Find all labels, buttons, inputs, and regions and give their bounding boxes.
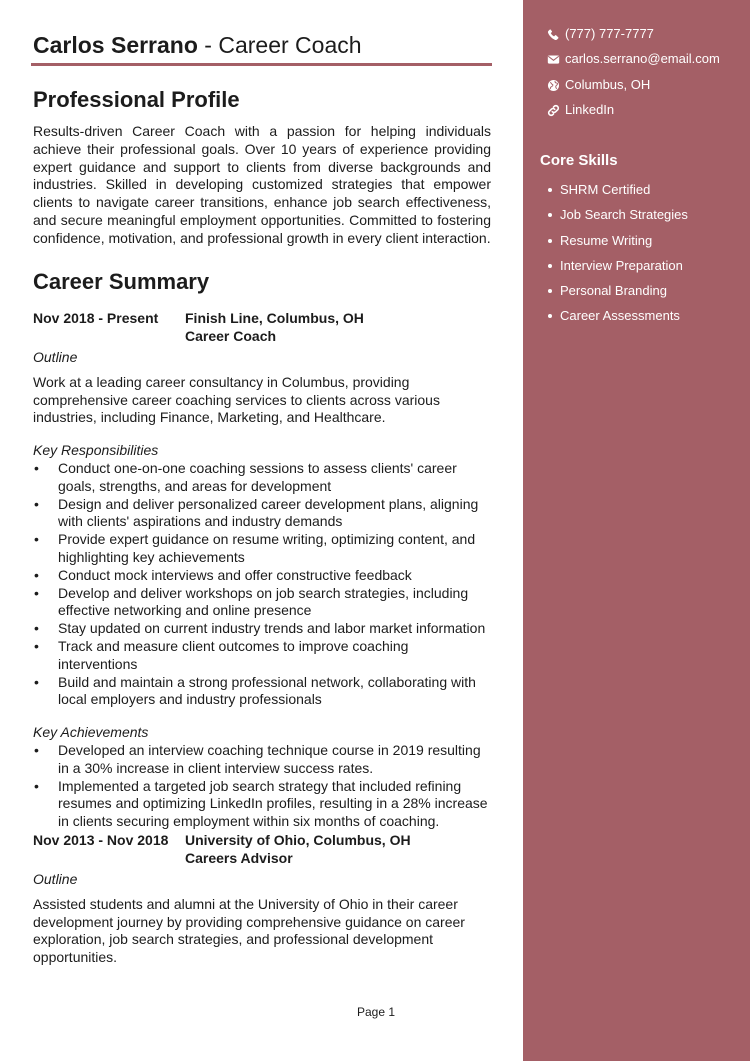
globe-icon bbox=[547, 79, 560, 92]
location-text: Columbus, OH bbox=[565, 76, 651, 92]
contact-linkedin[interactable] bbox=[547, 101, 720, 126]
link-icon bbox=[547, 104, 560, 117]
skill-item: Job Search Strategies bbox=[545, 206, 688, 231]
job-header bbox=[33, 832, 491, 868]
list-item: • Implemented a targeted job search strategy that included refining resumes and optimizing LinkedIn profiles, resulting in a 28% increase in clients securing employment within six months of coaching. bbox=[33, 778, 491, 831]
achievements-label: Key Achievements bbox=[33, 724, 149, 741]
contact-location bbox=[547, 76, 720, 101]
list-item: • Stay updated on current industry trends and labor market information bbox=[33, 620, 491, 638]
summary-heading: Career Summary bbox=[33, 269, 210, 294]
list-item: • Conduct one-on-one coaching sessions to assess clients' career goals, strengths, and areas for development bbox=[33, 460, 491, 496]
skill-item: Career Assessments bbox=[545, 307, 688, 332]
skill-item: Interview Preparation bbox=[545, 257, 688, 282]
list-item: • Build and maintain a strong professional network, collaborating with local employers and industry professionals bbox=[33, 674, 491, 710]
job-organization: University of Ohio, Columbus, OH bbox=[185, 832, 411, 848]
list-item: • Develop and deliver workshops on job search strategies, including effective networking and online presence bbox=[33, 585, 491, 621]
job-dates: Nov 2013 - Nov 2018 bbox=[33, 832, 169, 848]
skills-heading: Core Skills bbox=[540, 152, 618, 169]
phone-text: (777) 777-7777 bbox=[565, 26, 654, 41]
full-name: Carlos Serrano bbox=[33, 32, 198, 58]
outline-label: Outline bbox=[33, 349, 78, 365]
header-divider bbox=[31, 63, 492, 66]
profile-heading: Professional Profile bbox=[33, 87, 240, 112]
contact-phone bbox=[547, 25, 720, 50]
envelope-icon bbox=[547, 53, 560, 66]
contact-list bbox=[547, 25, 720, 126]
job-entry bbox=[33, 310, 491, 831]
sidebar bbox=[523, 0, 750, 1061]
job-role: Career Coach bbox=[185, 328, 277, 344]
list-item: • Conduct mock interviews and offer constructive feedback bbox=[33, 567, 491, 585]
job-header bbox=[33, 310, 491, 346]
outline-label: Outline bbox=[33, 871, 78, 887]
skill-item: SHRM Certified bbox=[545, 181, 688, 206]
job-dates: Nov 2018 - Present bbox=[33, 310, 159, 326]
contact-email[interactable] bbox=[547, 50, 720, 75]
email-text: carlos.serrano@email.com bbox=[565, 51, 720, 67]
profile-text: Results-driven Career Coach with a passion for helping individuals achieve their professional goals. Over 10 years of experience providing expert guidance and support to clients from diverse backgrounds and industries. Skilled in developing customized strategies that empower clients to navigate career transitions, enhance job search effectiveness, and secure meaningful employment opportunities. Committed to fostering confidence, motivation, and professional growth in every client interaction. bbox=[33, 123, 491, 246]
list-item: • Design and deliver personalized career development plans, aligning with clients' aspirations and industry demands bbox=[33, 496, 491, 532]
list-item: • Provide expert guidance on resume writing, optimizing content, and highlighting key achievements bbox=[33, 531, 491, 567]
skills-list bbox=[545, 181, 688, 333]
responsibilities-list bbox=[33, 460, 491, 709]
job-outline: Assisted students and alumni at the University of Ohio in their career development journey by providing comprehensive guidance on career exploration, job search strategies, and professional development opportunities. bbox=[33, 895, 465, 966]
achievements-list bbox=[33, 742, 491, 831]
main-column bbox=[33, 28, 491, 966]
list-item: • Track and measure client outcomes to improve coaching interventions bbox=[33, 638, 491, 674]
linkedin-link[interactable]: LinkedIn bbox=[565, 101, 615, 117]
list-item: • Developed an interview coaching technique course in 2019 resulting in a 30% increase in client interview success rates. bbox=[33, 742, 491, 778]
skill-item: Personal Branding bbox=[545, 282, 688, 307]
skill-item: Resume Writing bbox=[545, 232, 688, 257]
responsibilities-label: Key Responsibilities bbox=[33, 442, 159, 459]
job-title: - Career Coach bbox=[197, 32, 362, 58]
name-heading bbox=[33, 28, 491, 62]
job-role: Careers Advisor bbox=[185, 850, 293, 866]
phone-icon bbox=[547, 28, 560, 41]
job-outline: Work at a leading career consultancy in Columbus, providing comprehensive career coaching services to clients across various industries, including Finance, Marketing, and Healthcare. bbox=[33, 373, 440, 426]
job-organization: Finish Line, Columbus, OH bbox=[185, 310, 364, 326]
job-entry bbox=[33, 832, 491, 967]
page-number: Page 1 bbox=[357, 1005, 396, 1019]
